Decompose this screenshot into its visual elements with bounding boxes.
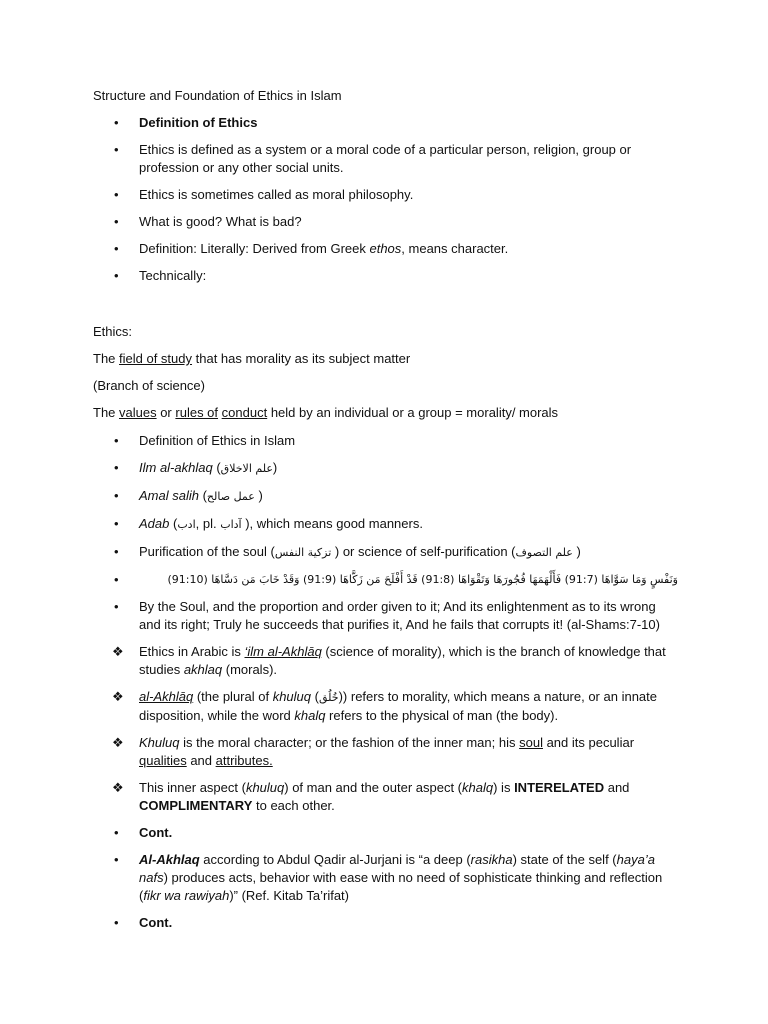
document-title: Structure and Foundation of Ethics in Islam [93, 88, 342, 103]
list-item: ❖ Ethics in Arabic is ‘ilm al-Akhlāq (science of morality), which is the branch of knowledge that studies akhlaq (morals). [112, 644, 666, 677]
list-item: • Adab (ادب, pl. آداب ), which means good manners. [114, 516, 423, 531]
list-item: • Cont. [114, 825, 173, 840]
bullet-marker: • [114, 142, 119, 157]
list-item: ❖ Khuluq is the moral character; or the fashion of the inner man; his soul and its peculiar qualities and attributes. [112, 735, 635, 768]
list-item: • Definition of Ethics in Islam [114, 433, 296, 448]
branch-line: (Branch of science) [93, 378, 205, 393]
bullet-marker: • [114, 852, 119, 867]
list-item: ❖ al-Akhlāq (the plural of khuluq (خُلُق)) refers to morality, which means a nature, or an innate disposition, while the word khalq refers to the physical of man (the body). [112, 689, 657, 723]
bullet-marker: • [114, 544, 119, 559]
diamond-bullet-icon: ❖ [112, 689, 124, 704]
list-item: • Ilm al-akhlaq (علم الاخلاق) [114, 460, 278, 475]
list-item: • Ethics is defined as a system or a moral code of a particular person, religion, group or profession or any other social units. [114, 142, 632, 175]
bullet-marker: • [114, 268, 119, 283]
bullet-marker: • [114, 433, 119, 448]
diamond-bullet-icon: ❖ [112, 735, 124, 750]
list-item: • Al-Akhlaq according to Abdul Qadir al-Jurjani is “a deep (rasikha) state of the self (haya’a nafs) produces acts, behavior with ease with no need of sophisticate thinking and reflection (fikr wa rawiyah)” (Ref. Kitab Ta’rifat) [114, 852, 663, 903]
islam-ethics-list [0, 432, 768, 941]
list-item [0, 571, 768, 589]
list-item: • Ethics is sometimes called as moral philosophy. [114, 187, 414, 202]
quran-verse: وَنَفْسٍ وَمَا سَوَّاهَا (91:7) فَأَلْهَمَهَا فُجُورَهَا وَتَقْوَاهَا (91:8) قَدْ أَفْلَحَ مَن زَكَّاهَا (91:9) وَقَدْ خَابَ مَن دَسَّاهَا (91:10) [167, 573, 678, 586]
field-of-study-line: The field of study that has morality as its subject matter [93, 351, 411, 366]
list-item: • Definition: Literally: Derived from Greek ethos, means character. [114, 241, 509, 256]
list-item: • Amal salih (عمل صالح ) [114, 488, 263, 503]
bullet-marker: • [114, 516, 119, 531]
bullet-marker: • [114, 214, 119, 229]
bullet-marker: • [114, 915, 119, 930]
list-item: • By the Soul, and the proportion and order given to it; And its enlightenment as to its wrong and its right; Truly he succeeds that purifies it, And he fails that corrupts it! (al-Shams:7-10) [114, 599, 660, 632]
list-item: • Technically: [114, 268, 207, 283]
bullet-marker: • [114, 460, 119, 475]
bullet-marker: • [114, 187, 119, 202]
list-item: • Purification of the soul (تزكية النفس ) or science of self-purification (علم التصوف ) [114, 544, 581, 559]
bullet-marker: • [114, 115, 119, 130]
bullet-marker: • [114, 599, 119, 614]
diamond-bullet-icon: ❖ [112, 644, 124, 659]
bullet-marker: • [114, 572, 119, 587]
bullet-marker: • [114, 825, 119, 840]
bullet-marker: • [114, 241, 119, 256]
values-line: The values or rules of conduct held by an individual or a group = morality/ morals [93, 405, 559, 420]
bullet-marker: • [114, 488, 119, 503]
ethics-heading: Ethics: [93, 324, 133, 339]
list-item: • What is good? What is bad? [114, 214, 302, 229]
list-item: ❖ This inner aspect (khuluq) of man and the outer aspect (khalq) is INTERELATED and COMPLIMENTARY to each other. [112, 780, 630, 813]
intro-bullet-list [0, 114, 768, 294]
list-item: • Definition of Ethics [114, 115, 258, 130]
list-item: • Cont. [114, 915, 173, 930]
diamond-bullet-icon: ❖ [112, 780, 124, 795]
